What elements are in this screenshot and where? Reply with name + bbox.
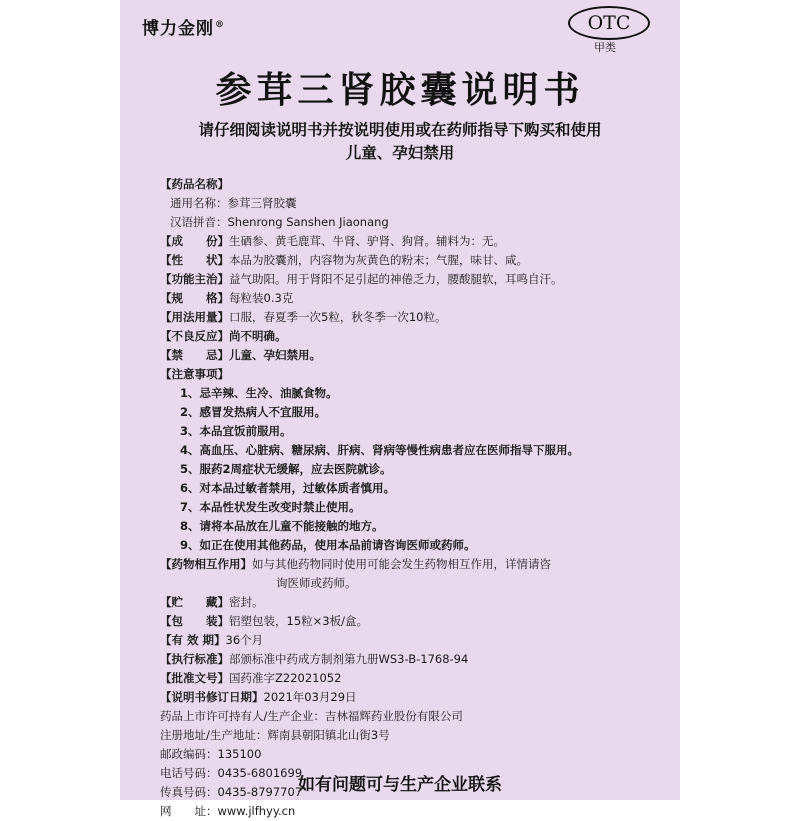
- otc-badge: [568, 6, 650, 40]
- precaution-item: 3、本品宜饭前服用。: [180, 424, 292, 438]
- storage-label: 【贮 藏】: [160, 595, 229, 609]
- adverse-reactions-label: 【不良反应】: [160, 329, 229, 343]
- description-label: 【性 状】: [160, 253, 229, 267]
- registered-mark: ®: [215, 20, 225, 31]
- interactions-row: [160, 555, 660, 574]
- revision-value: 2021年03月29日: [263, 690, 357, 704]
- indications-label: 【功能主治】: [160, 272, 229, 286]
- ingredients-label: 【成 份】: [160, 234, 229, 248]
- approval-value: 国药准字Z22021052: [229, 671, 342, 685]
- standard-row: [160, 650, 660, 669]
- specification-value: 每粒装0.3克: [229, 291, 294, 305]
- precaution-item: 7、本品性状发生改变时禁止使用。: [180, 500, 361, 514]
- revision-row: [160, 688, 660, 707]
- package-label: 【包 装】: [160, 614, 229, 628]
- precaution-item: 5、服药2周症状无缓解，应去医院就诊。: [180, 462, 392, 476]
- validity-row: [160, 631, 660, 650]
- precaution-item: 2、感冒发热病人不宜服用。: [180, 405, 327, 419]
- description-row: [160, 251, 660, 270]
- address-row: [160, 726, 660, 745]
- ingredients-value: 生硒参、黄毛鹿茸、牛肾、驴肾、狗肾。辅料为：无。: [229, 234, 505, 248]
- brand-name: 博力金刚: [142, 19, 214, 39]
- drug-name-heading: 【药品名称】: [160, 177, 229, 191]
- phone-value: 0435-6801699: [217, 766, 303, 780]
- precaution-item: 9、如正在使用其他药品，使用本品前请咨询医师或药师。: [180, 538, 476, 552]
- fax-label: 传真号码：: [160, 785, 218, 799]
- approval-label: 【批准文号】: [160, 671, 229, 685]
- package-row: [160, 612, 660, 631]
- description-value: 本品为胶囊剂，内容物为灰黄色的粉末；气腥，味甘、咸。: [229, 253, 528, 267]
- adverse-reactions-value: 尚不明确。: [229, 329, 287, 343]
- dosage-label: 【用法用量】: [160, 310, 229, 324]
- document-title: 参茸三肾胶囊说明书: [215, 70, 585, 111]
- validity-value: 36个月: [225, 633, 264, 647]
- precaution-item: 8、请将本品放在儿童不能接触的地方。: [180, 519, 384, 533]
- brand-logo: [142, 14, 225, 39]
- precautions-heading: 【注意事项】: [160, 367, 229, 381]
- contraindications-value: 儿童、孕妇禁用。: [229, 348, 321, 362]
- address-label: 注册地址/生产地址：: [160, 728, 268, 742]
- website-value: www.jlfhyy.cn: [217, 804, 296, 818]
- contact-footer: 如有问题可与生产企业联系: [298, 775, 502, 795]
- storage-row: [160, 593, 660, 612]
- postcode-row: [160, 745, 660, 764]
- indications-row: [160, 270, 660, 289]
- pinyin-label: 汉语拼音：: [170, 215, 228, 229]
- contraindications-row: [160, 346, 660, 365]
- holder-value: 吉林福辉药业股份有限公司: [324, 709, 463, 723]
- address-value: 辉南县朝阳镇北山街3号: [267, 728, 390, 742]
- fax-value: 0435-8797707: [217, 785, 303, 799]
- standard-value: 部颁标准中药成方制剂第九册WS3-B-1768-94: [229, 652, 469, 666]
- website-row: [160, 802, 660, 821]
- validity-label: 【有 效 期】: [160, 633, 226, 647]
- children-pregnancy-warning: 儿童、孕妇禁用: [345, 144, 455, 162]
- interactions-label: 【药物相互作用】: [160, 557, 252, 571]
- holder-row: [160, 707, 660, 726]
- interactions-value: 如与其他药物同时使用可能会发生药物相互作用，详情请咨: [252, 557, 551, 571]
- otc-class-label: 甲类: [594, 41, 616, 54]
- generic-name-label: 通用名称：: [170, 196, 228, 210]
- approval-row: [160, 669, 660, 688]
- pinyin-row: [160, 213, 660, 232]
- generic-name-row: [160, 194, 660, 213]
- standard-label: 【执行标准】: [160, 652, 229, 666]
- otc-badge-text: OTC: [587, 12, 631, 34]
- precaution-item: 4、高血压、心脏病、糖尿病、肝病、肾病等慢性病患者应在医师指导下服用。: [180, 443, 579, 457]
- contraindications-label: 【禁 忌】: [160, 348, 229, 362]
- revision-label: 【说明书修订日期】: [160, 690, 264, 704]
- dosage-row: [160, 308, 660, 327]
- adverse-reactions-row: [160, 327, 660, 346]
- specification-label: 【规 格】: [160, 291, 229, 305]
- generic-name-value: 参茸三肾胶囊: [227, 196, 297, 210]
- website-label: 网 址：: [160, 804, 218, 818]
- postcode-value: 135100: [217, 747, 262, 761]
- pinyin-value: Shenrong Sanshen Jiaonang: [227, 215, 389, 229]
- precaution-item: 1、忌辛辣、生冷、油腻食物。: [180, 386, 338, 400]
- indications-value: 益气助阳。用于肾阳不足引起的神倦乏力，腰酸腿软，耳鸣自汗。: [229, 272, 563, 286]
- postcode-label: 邮政编码：: [160, 747, 218, 761]
- dosage-value: 口服，春夏季一次5粒，秋冬季一次10粒。: [229, 310, 447, 324]
- leaflet-sheet: [120, 0, 680, 818]
- ingredients-row: [160, 232, 660, 251]
- phone-label: 电话号码：: [160, 766, 218, 780]
- leaflet-body: [160, 175, 660, 821]
- specification-row: [160, 289, 660, 308]
- storage-value: 密封。: [229, 595, 264, 609]
- usage-warning: 请仔细阅读说明书并按说明使用或在药师指导下购买和使用: [198, 121, 602, 139]
- package-value: 铝塑包装，15粒×3板/盒。: [229, 614, 368, 628]
- interactions-continuation: 询医师或药师。: [276, 576, 357, 590]
- precaution-item: 6、对本品过敏者禁用，过敏体质者慎用。: [180, 481, 395, 495]
- holder-label: 药品上市许可持有人/生产企业：: [160, 709, 325, 723]
